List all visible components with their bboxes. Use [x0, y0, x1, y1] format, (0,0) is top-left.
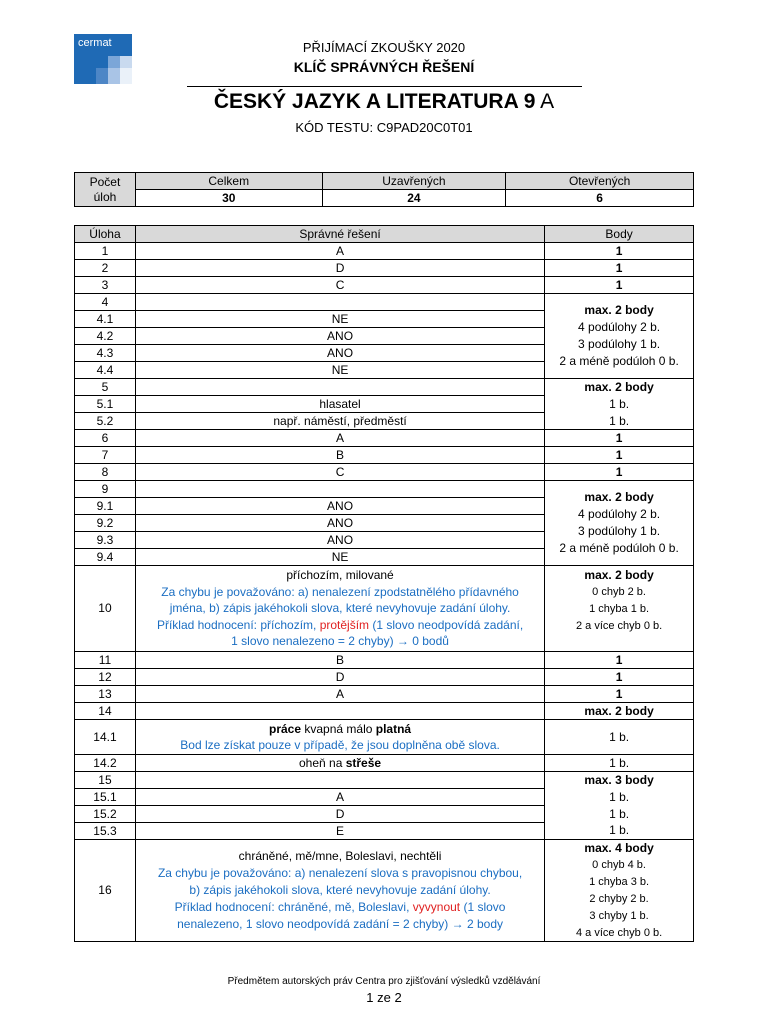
table-row	[75, 839, 694, 941]
table-row	[75, 805, 694, 822]
example-text: nenalezeno, 1 slovo neodpovídá zadání = 2 chyby) → 2 body	[177, 916, 503, 931]
subtask-points: 1 b.	[545, 754, 694, 771]
subtask-id: 5.1	[75, 396, 136, 413]
task-answer	[135, 481, 544, 498]
summary-value: 24	[322, 190, 506, 207]
task-points: 1	[545, 243, 694, 260]
task-points: 1	[545, 464, 694, 481]
task-id: 15	[75, 771, 136, 788]
subtask-answer: práce kvapná málo platná Bod lze získat pouze v případě, že jsou doplněna obě slova.	[135, 719, 544, 754]
table-row	[75, 277, 694, 294]
table-row	[75, 771, 694, 788]
task-answer	[135, 771, 544, 788]
table-row	[75, 430, 694, 447]
subtask-points: 1 b.	[545, 788, 694, 805]
example-text: 1 slovo nenalezeno = 2 chyby) → 0 bodů	[231, 634, 449, 648]
task-answer	[135, 702, 544, 719]
subtask-points: 1 b.	[545, 805, 694, 822]
summary-value: 6	[506, 190, 694, 207]
example-wrong-word: protějším	[319, 617, 370, 632]
subtask-id: 4.2	[75, 328, 136, 345]
logo-text: cermat	[78, 37, 112, 49]
subtask-answer: NE	[135, 311, 544, 328]
example-text: Příklad hodnocení: chráněné, mě, Boleslavi,	[174, 899, 413, 914]
subtask-points: 1 b.	[545, 719, 694, 754]
table-row	[75, 413, 694, 430]
task-points: 1	[545, 430, 694, 447]
task-answer: C	[135, 464, 544, 481]
table-row	[75, 566, 694, 652]
task-id: 6	[75, 430, 136, 447]
table-row	[75, 788, 694, 805]
table-row	[75, 668, 694, 685]
subtask-id: 9.4	[75, 549, 136, 566]
table-row	[75, 481, 694, 498]
task-answer: A	[135, 243, 544, 260]
subtask-answer: NE	[135, 549, 544, 566]
summary-header: Otevřených	[506, 173, 694, 190]
subtask-id: 9.3	[75, 532, 136, 549]
task-answer: D	[135, 260, 544, 277]
page-number: 1 ze 2	[366, 990, 402, 1005]
subtask-id: 4.3	[75, 345, 136, 362]
answer-text: příchozím, milované	[286, 568, 394, 582]
subtask-id: 5.2	[75, 413, 136, 430]
task-points: max. 2 body	[545, 702, 694, 719]
header-line-1: PŘIJÍMACÍ ZKOUŠKY 2020	[302, 40, 466, 55]
subtask-id: 4.4	[75, 362, 136, 379]
subtask-answer: E	[135, 822, 544, 839]
task-id: 8	[75, 464, 136, 481]
header-divider	[187, 86, 582, 87]
table-row	[75, 294, 694, 311]
example-wrong-word: vyvynout	[412, 899, 461, 914]
table-row	[75, 396, 694, 413]
table-row	[75, 651, 694, 668]
table-row	[75, 702, 694, 719]
task-answer: B	[135, 447, 544, 464]
task-answer: B	[135, 651, 544, 668]
error-note: Za chybu je považováno: a) nenalezení zpodstatnělého přídavného	[161, 584, 519, 599]
summary-header: Uzavřených	[322, 173, 506, 190]
task-points: max. 4 body 0 chyb 4 b. 1 chyba 3 b. 2 chyby 2 b. 3 chyby 1 b. 4 a více chyb 0 b.	[545, 839, 694, 941]
summary-table	[74, 172, 694, 207]
col-header-answer: Správné řešení	[135, 226, 544, 243]
subtask-answer: hlasatel	[135, 396, 544, 413]
task-points: max. 3 body	[545, 771, 694, 788]
task-answer	[135, 379, 544, 396]
subtask-id: 4.1	[75, 311, 136, 328]
task-id: 3	[75, 277, 136, 294]
summary-row-label: Počet úloh	[75, 173, 136, 207]
col-header-task: Úloha	[75, 226, 136, 243]
subtask-id: 9.1	[75, 498, 136, 515]
task-answer	[135, 839, 544, 941]
error-note: jména, b) zápis jakéhokoli slova, které nevyhovuje zadání úlohy.	[169, 601, 511, 615]
subtask-id: 15.3	[75, 822, 136, 839]
table-row	[75, 260, 694, 277]
table-row	[75, 379, 694, 396]
task-points: max. 2 body 0 chyb 2 b. 1 chyba 1 b. 2 a více chyb 0 b.	[545, 566, 694, 652]
copyright-note: Předmětem autorských práv Centra pro zjišťování výsledků vzdělávání	[227, 976, 541, 987]
summary-header: Celkem	[135, 173, 322, 190]
subtask-answer: NE	[135, 362, 544, 379]
task-answer: C	[135, 277, 544, 294]
subtask-id: 14.1	[75, 719, 136, 754]
subtask-id: 9.2	[75, 515, 136, 532]
subtask-id: 15.2	[75, 805, 136, 822]
subtask-answer: oheň na střeše	[135, 754, 544, 771]
example-text: (1 slovo	[460, 899, 506, 914]
subtask-id: 14.2	[75, 754, 136, 771]
task-id: 5	[75, 379, 136, 396]
title-variant: A	[540, 90, 555, 113]
header-line-2: KLÍČ SPRÁVNÝCH ŘEŠENÍ	[293, 59, 475, 75]
subtask-points: 1 b.	[545, 822, 694, 839]
task-points: 1	[545, 260, 694, 277]
subtask-id: 15.1	[75, 788, 136, 805]
error-note: Za chybu je považováno: a) nenalezení slova s pravopisnou chybou,	[157, 865, 523, 880]
task-id: 7	[75, 447, 136, 464]
example-text: Příklad hodnocení: příchozím,	[156, 617, 320, 632]
task-answer: A	[135, 685, 544, 702]
table-row	[75, 464, 694, 481]
error-note: b) zápis jakéhokoli slova, které nevyhovuje zadání úlohy.	[189, 882, 491, 897]
task-points: 1	[545, 668, 694, 685]
task-points: max. 2 body	[545, 379, 694, 396]
task-id: 1	[75, 243, 136, 260]
subtask-points: 1 b.	[545, 396, 694, 413]
condition-note: Bod lze získat pouze v případě, že jsou doplněna obě slova.	[180, 737, 500, 752]
subtask-points: 1 b.	[545, 413, 694, 430]
task-answer	[135, 294, 544, 311]
subtask-answer: A	[135, 788, 544, 805]
title-subject: ČESKÝ JAZYK A LITERATURA 9	[213, 90, 536, 113]
subtask-answer: ANO	[135, 345, 544, 362]
answer-text: chráněné, mě/mne, Boleslavi, nechtěli	[238, 848, 442, 863]
table-row	[75, 685, 694, 702]
task-points: 1	[545, 277, 694, 294]
subtask-answer: např. náměstí, předměstí	[135, 413, 544, 430]
task-id: 13	[75, 685, 136, 702]
task-id: 2	[75, 260, 136, 277]
task-id: 10	[75, 566, 136, 652]
page-title	[0, 90, 768, 114]
task-points: max. 2 body 4 podúlohy 2 b. 3 podúlohy 1 b. 2 a méně podúloh 0 b.	[545, 294, 694, 379]
subtask-answer: D	[135, 805, 544, 822]
table-row	[75, 719, 694, 754]
subtask-answer: ANO	[135, 515, 544, 532]
task-points: 1	[545, 685, 694, 702]
subtask-answer: ANO	[135, 328, 544, 345]
answer-key-table	[74, 225, 694, 942]
table-row	[75, 243, 694, 260]
task-points: 1	[545, 447, 694, 464]
summary-value: 30	[135, 190, 322, 207]
task-id: 4	[75, 294, 136, 311]
task-id: 14	[75, 702, 136, 719]
task-id: 11	[75, 651, 136, 668]
task-answer: D	[135, 668, 544, 685]
task-id: 16	[75, 839, 136, 941]
task-points: max. 2 body 4 podúlohy 2 b. 3 podúlohy 1 b. 2 a méně podúloh 0 b.	[545, 481, 694, 566]
task-answer	[135, 566, 544, 652]
task-id: 12	[75, 668, 136, 685]
subtask-answer: ANO	[135, 498, 544, 515]
col-header-points: Body	[545, 226, 694, 243]
task-points: 1	[545, 651, 694, 668]
table-row	[75, 754, 694, 771]
table-row	[75, 822, 694, 839]
task-id: 9	[75, 481, 136, 498]
task-answer: A	[135, 430, 544, 447]
table-row	[75, 447, 694, 464]
example-text: (1 slovo neodpovídá zadání,	[369, 617, 524, 632]
test-code: KÓD TESTU: C9PAD20C0T01	[295, 120, 473, 135]
subtask-answer: ANO	[135, 532, 544, 549]
